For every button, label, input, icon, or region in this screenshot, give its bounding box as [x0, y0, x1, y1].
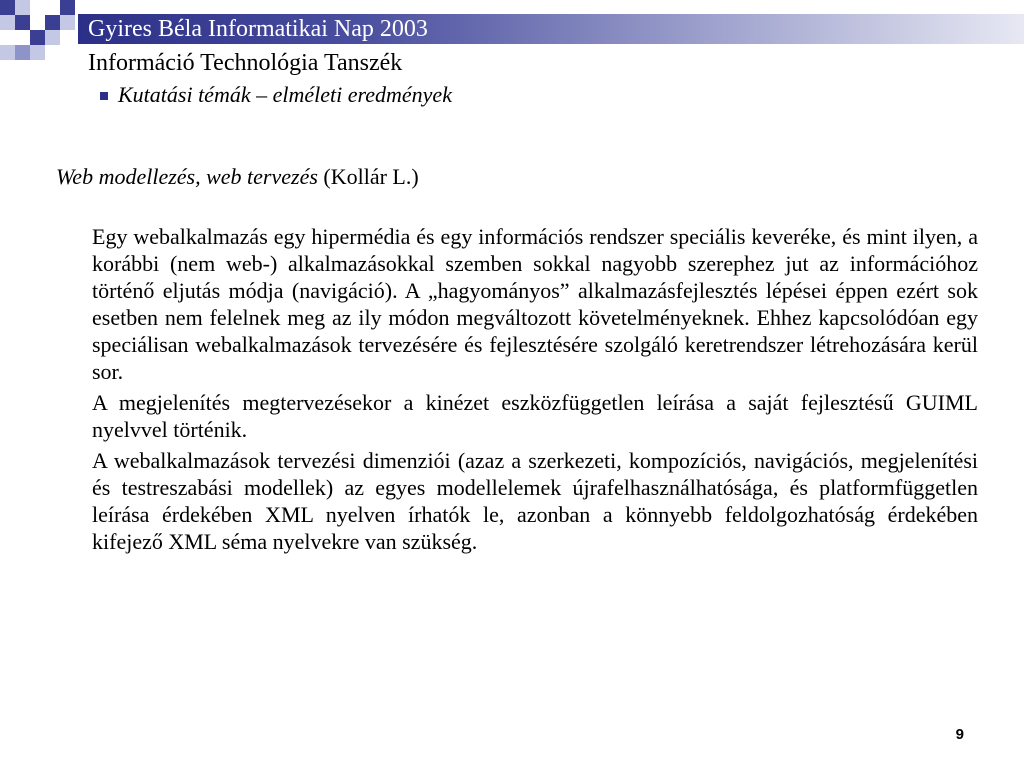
topic-bullet	[100, 82, 452, 108]
decor-square	[45, 30, 60, 45]
decor-square	[15, 15, 30, 30]
paragraph: A megjelenítés megtervezésekor a kinézet eszközfüggetlen leírása a saját fejlesztésű GUIML nyelvvel történik.	[92, 390, 978, 442]
decor-square	[30, 30, 45, 45]
decor-square	[45, 15, 60, 30]
paragraph: Egy webalkalmazás egy hipermédia és egy információs rendszer speciális keveréke, és mint ilyen, a korábbi (nem web-) alkalmazásokkal szemben sokkal nagyobb szerephez jut az információhoz történő eljutás módja (navigáció). A „hagyományos” alkalmazásfejlesztés lépései éppen ezért sok esetben nem felelnek meg az ily módon megváltozott követelményeknek. Ehhez kapcsolódóan egy speciálisan webalkalmazások tervezésére és fejlesztésére szolgáló keretrendszer létrehozására kerül sor.	[92, 224, 978, 384]
slide-title: Gyires Béla Informatikai Nap 2003	[88, 16, 428, 42]
section-heading-author: (Kollár L.)	[317, 164, 419, 189]
decor-square	[0, 45, 15, 60]
section-heading	[56, 163, 419, 191]
section-heading-title: Web modellezés, web tervezés	[56, 164, 318, 189]
topic-bullet-text: Kutatási témák – elméleti eredmények	[118, 82, 452, 107]
decor-square	[15, 45, 30, 60]
slide-subtitle: Információ Technológia Tanszék	[88, 50, 403, 76]
bullet-square-icon	[100, 92, 108, 100]
decor-square	[0, 0, 15, 15]
decor-square	[0, 15, 15, 30]
decor-square	[15, 0, 30, 15]
body-text	[92, 223, 978, 559]
page-number: 9	[955, 726, 964, 743]
decor-square	[60, 0, 75, 15]
decor-square	[30, 45, 45, 60]
paragraph: A webalkalmazások tervezési dimenziói (azaz a szerkezeti, kompozíciós, navigációs, megjelenítési és testreszabási modellek) az egyes modellelemek újrafelhasználhatósága, és platformfüggetlen leírása érdekében XML nyelven írhatók le, azonban a könnyebb feldolgozhatóság érdekében kifejező XML séma nyelvekre van szükség.	[92, 448, 978, 554]
decor-square	[60, 15, 75, 30]
